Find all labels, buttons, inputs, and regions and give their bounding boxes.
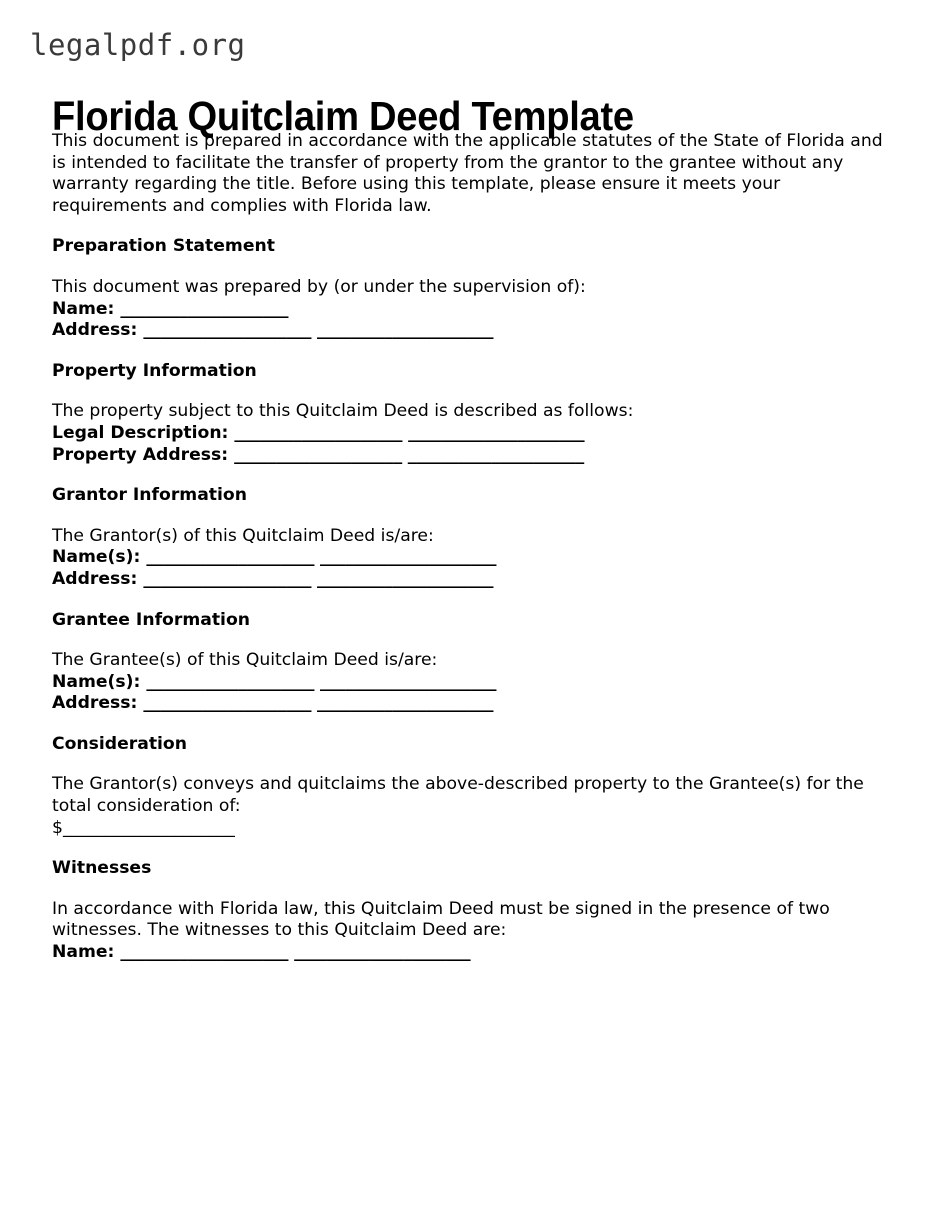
section-intro-preparation-statement: This document was prepared by (or under the supervision of): <box>52 276 586 297</box>
section-heading-property-information: Property Information <box>52 360 257 381</box>
field-label-witness-name: Name: <box>52 942 115 963</box>
section-heading-consideration: Consideration <box>52 733 187 754</box>
section-heading-grantee-information: Grantee Information <box>52 609 250 630</box>
field-label-legal-description: Legal Description: <box>52 422 229 443</box>
field-blank-witness-name[interactable]: ____________________ _____________________ <box>120 942 471 963</box>
field-blank-grantee-names[interactable]: ____________________ _____________________ <box>146 671 497 692</box>
field-preparation-address <box>52 320 888 342</box>
field-witness-name <box>52 942 888 964</box>
field-consideration-amount <box>52 818 888 840</box>
field-label-grantee-names: Name(s): <box>52 671 141 692</box>
site-brand-wordmark: legalpdf.org <box>30 28 246 62</box>
field-legal-description <box>52 423 888 445</box>
field-label-property-address: Property Address: <box>52 444 229 465</box>
field-blank-preparation-address[interactable]: ____________________ _____________________ <box>143 320 494 341</box>
section-heading-preparation-statement: Preparation Statement <box>52 236 275 257</box>
field-blank-grantor-names[interactable]: ____________________ _____________________ <box>146 547 497 568</box>
field-preparation-name <box>52 299 888 321</box>
intro-paragraph: This document is prepared in accordance with the applicable statutes of the State of Florida and is intended to facilitate the transfer of property from the grantor to the grantee without any warranty regarding the title. Before using this template, please ensure it meets your requirements and complies with Florida law. <box>52 131 883 216</box>
field-label-grantor-names: Name(s): <box>52 547 141 568</box>
field-grantee-names <box>52 672 888 694</box>
page-title: Florida Quitclaim Deed Template <box>52 93 634 140</box>
section-intro-grantor-information: The Grantor(s) of this Quitclaim Deed is/are: <box>52 525 434 546</box>
field-label-preparation-name: Name: <box>52 298 115 319</box>
section-intro-property-information: The property subject to this Quitclaim Deed is described as follows: <box>52 401 634 422</box>
section-intro-witnesses: In accordance with Florida law, this Quitclaim Deed must be signed in the presence of two witnesses. The witnesses to this Quitclaim Deed are: <box>52 898 830 941</box>
field-label-preparation-address: Address: <box>52 320 138 341</box>
field-grantee-address <box>52 693 888 715</box>
section-intro-consideration: The Grantor(s) conveys and quitclaims the above-described property to the Grantee(s) for the total consideration of: <box>52 774 864 817</box>
field-blank-consideration-amount[interactable]: ____________________ <box>62 817 235 838</box>
field-grantor-names <box>52 547 888 569</box>
field-blank-legal-description[interactable]: ____________________ _____________________ <box>234 422 585 443</box>
section-intro-grantee-information: The Grantee(s) of this Quitclaim Deed is/are: <box>52 650 438 671</box>
field-grantor-address <box>52 569 888 591</box>
document-body <box>52 131 888 964</box>
section-heading-witnesses: Witnesses <box>52 858 152 879</box>
field-label-grantee-address: Address: <box>52 693 138 714</box>
field-blank-property-address[interactable]: ____________________ _____________________ <box>234 444 585 465</box>
section-heading-grantor-information: Grantor Information <box>52 485 247 506</box>
field-blank-preparation-name[interactable]: ____________________ <box>120 298 289 319</box>
currency-symbol: $ <box>52 817 63 838</box>
field-property-address <box>52 445 888 467</box>
field-blank-grantee-address[interactable]: ____________________ _____________________ <box>143 693 494 714</box>
field-label-grantor-address: Address: <box>52 568 138 589</box>
field-blank-grantor-address[interactable]: ____________________ _____________________ <box>143 568 494 589</box>
